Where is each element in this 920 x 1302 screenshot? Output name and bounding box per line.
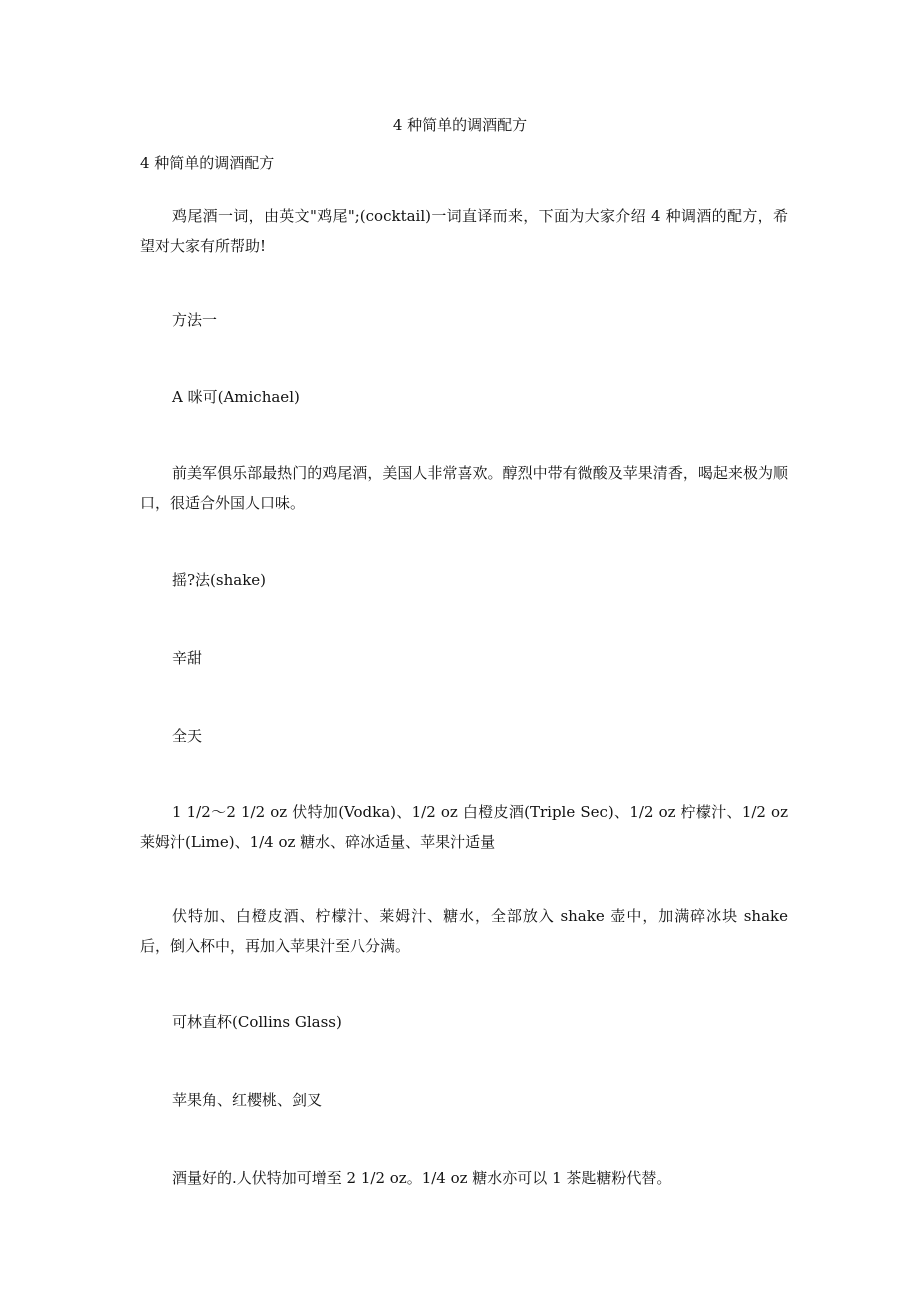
method-heading: 方法一: [172, 311, 218, 329]
intro-paragraph: 鸡尾酒一词，由英文"鸡尾";(cocktail)一词直译而来，下面为大家介绍 4 种调酒的配方，希望对大家有所帮助!: [140, 207, 788, 255]
time-line: 全天: [172, 727, 203, 745]
ingredients-paragraph: 1 1/2～2 1/2 oz 伏特加(Vodka)、1/2 oz 白橙皮酒(Triple Sec)、1/2 oz 柠檬汁、1/2 oz 莱姆汁(Lime)、1/4 oz 糖水、碎冰适量、苹果汁适量: [140, 803, 788, 851]
taste-line: 辛甜: [172, 649, 203, 667]
glass-line: 可林直杯(Collins Glass): [172, 1013, 342, 1031]
document-subtitle: 4 种简单的调酒配方: [140, 154, 275, 172]
cocktail-name: A 咪可(Amichael): [172, 388, 300, 406]
description-paragraph: 前美军俱乐部最热门的鸡尾酒，美国人非常喜欢。醇烈中带有微酸及苹果清香，喝起来极为顺口，很适合外国人口味。: [140, 464, 788, 512]
garnish-line: 苹果角、红樱桃、剑叉: [172, 1091, 323, 1109]
document-title: 4 种简单的调酒配方: [392, 116, 528, 134]
preparation-paragraph: 伏特加、白橙皮酒、柠檬汁、莱姆汁、糖水，全部放入 shake 壶中，加满碎冰块 shake 后，倒入杯中，再加入苹果汁至八分满。: [140, 907, 788, 955]
technique-line: 摇?法(shake): [172, 571, 267, 589]
note-line: 酒量好的.人伏特加可增至 2 1/2 oz。1/4 oz 糖水亦可以 1 茶匙糖粉代替。: [172, 1169, 672, 1187]
